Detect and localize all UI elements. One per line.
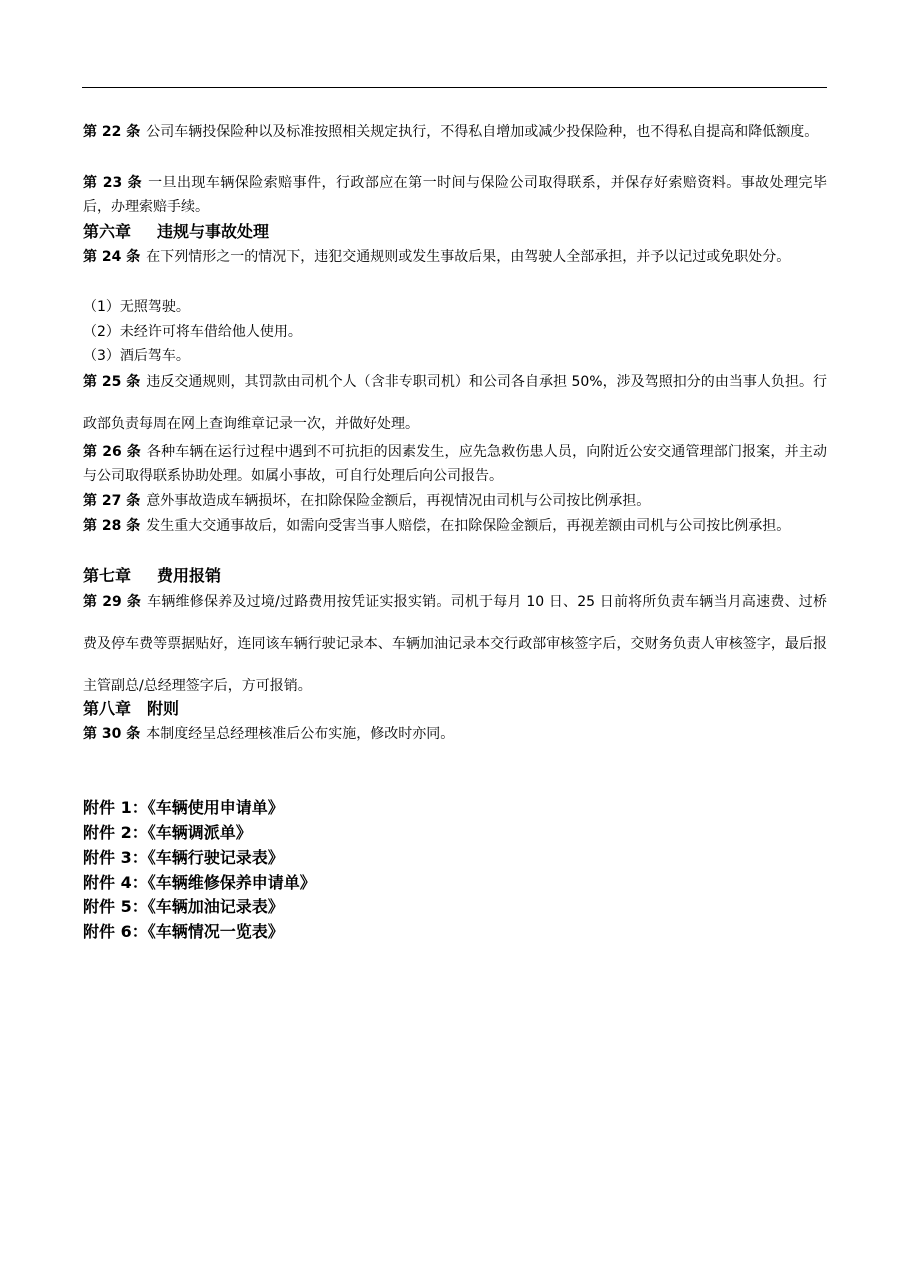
attachment-item: 附件 6：《车辆情况一览表》 <box>83 922 284 941</box>
attachment-item: 附件 5：《车辆加油记录表》 <box>83 897 284 916</box>
article-text: 发生重大交通事故后，如需向受害当事人赔偿，在扣除保险金额后，再视差额由司机与公司按比例承担。 <box>146 518 791 534</box>
article-25 <box>83 361 827 445</box>
article-label: 第 22 条 <box>83 124 141 140</box>
article-27 <box>83 489 827 513</box>
article-text: 在下列情形之一的情况下，违犯交通规则或发生事故后果，由驾驶人全部承担，并予以记过或免职处分。 <box>146 249 791 265</box>
article-23 <box>83 171 827 219</box>
article-label: 第 26 条 <box>83 444 141 460</box>
chapter-label: 第七章 <box>83 566 132 585</box>
article-label: 第 28 条 <box>83 518 141 534</box>
chapter-title: 费用报销 <box>157 566 222 585</box>
article-30 <box>83 722 827 746</box>
article-label: 第 30 条 <box>83 726 141 742</box>
article-text: 本制度经呈总经理核准后公布实施，修改时亦同。 <box>146 726 455 742</box>
article-22 <box>83 120 827 144</box>
attachment-item: 附件 1：《车辆使用申请单》 <box>83 798 284 817</box>
list-item: （3）酒后驾车。 <box>83 348 190 364</box>
article-text: 意外事故造成车辆损坏，在扣除保险金额后，再视情况由司机与公司按比例承担。 <box>146 493 651 509</box>
header-rule <box>82 87 827 88</box>
article-label: 第 25 条 <box>83 374 141 390</box>
chapter-label: 第八章 <box>83 699 132 718</box>
article-label: 第 27 条 <box>83 493 141 509</box>
article-28 <box>83 514 827 538</box>
list-item: （2）未经许可将车借给他人使用。 <box>83 324 302 340</box>
chapter-title: 违规与事故处理 <box>157 222 270 241</box>
chapter-title: 附则 <box>147 699 180 718</box>
article-text: 违反交通规则，其罚款由司机个人（含非专职司机）和公司各自承担 50%，涉及驾照扣分的由当事人负担。行政部负责每周在网上查询维章记录一次，并做好处理。 <box>83 374 827 432</box>
article-text: 公司车辆投保险种以及标准按照相关规定执行，不得私自增加或减少投保险种，也不得私自提高和降低额度。 <box>146 124 819 140</box>
article-label: 第 29 条 <box>83 594 142 610</box>
article-text: 各种车辆在运行过程中遇到不可抗拒的因素发生，应先急救伤患人员，向附近公安交通管理部门报案，并主动与公司取得联系协助处理。如属小事故，可自行处理后向公司报告。 <box>83 444 827 484</box>
attachment-item: 附件 3：《车辆行驶记录表》 <box>83 848 284 867</box>
chapter-6-heading <box>83 220 269 244</box>
article-29 <box>83 581 827 707</box>
attachment-item: 附件 4：《车辆维修保养申请单》 <box>83 873 316 892</box>
list-item: （1）无照驾驶。 <box>83 299 190 315</box>
article-text: 车辆维修保养及过境/过路费用按凭证实报实销。司机于每月 10 日、25 日前将所负责车辆当月高速费、过桥费及停车费等票据贴好，连同该车辆行驶记录本、车辆加油记录本交行政部审核签字后，交财务负责人审核签字，最后报主管副总/总经理签字后，方可报销。 <box>83 594 827 694</box>
chapter-label: 第六章 <box>83 222 132 241</box>
article-text: 一旦出现车辆保险索赔事件，行政部应在第一时间与保险公司取得联系，并保存好索赔资料。事故处理完毕后，办理索赔手续。 <box>83 175 828 215</box>
chapter-8-heading <box>83 697 179 721</box>
article-26 <box>83 440 827 488</box>
article-label: 第 23 条 <box>83 175 143 191</box>
article-24 <box>83 245 827 269</box>
article-label: 第 24 条 <box>83 249 141 265</box>
attachment-item: 附件 2：《车辆调派单》 <box>83 823 252 842</box>
